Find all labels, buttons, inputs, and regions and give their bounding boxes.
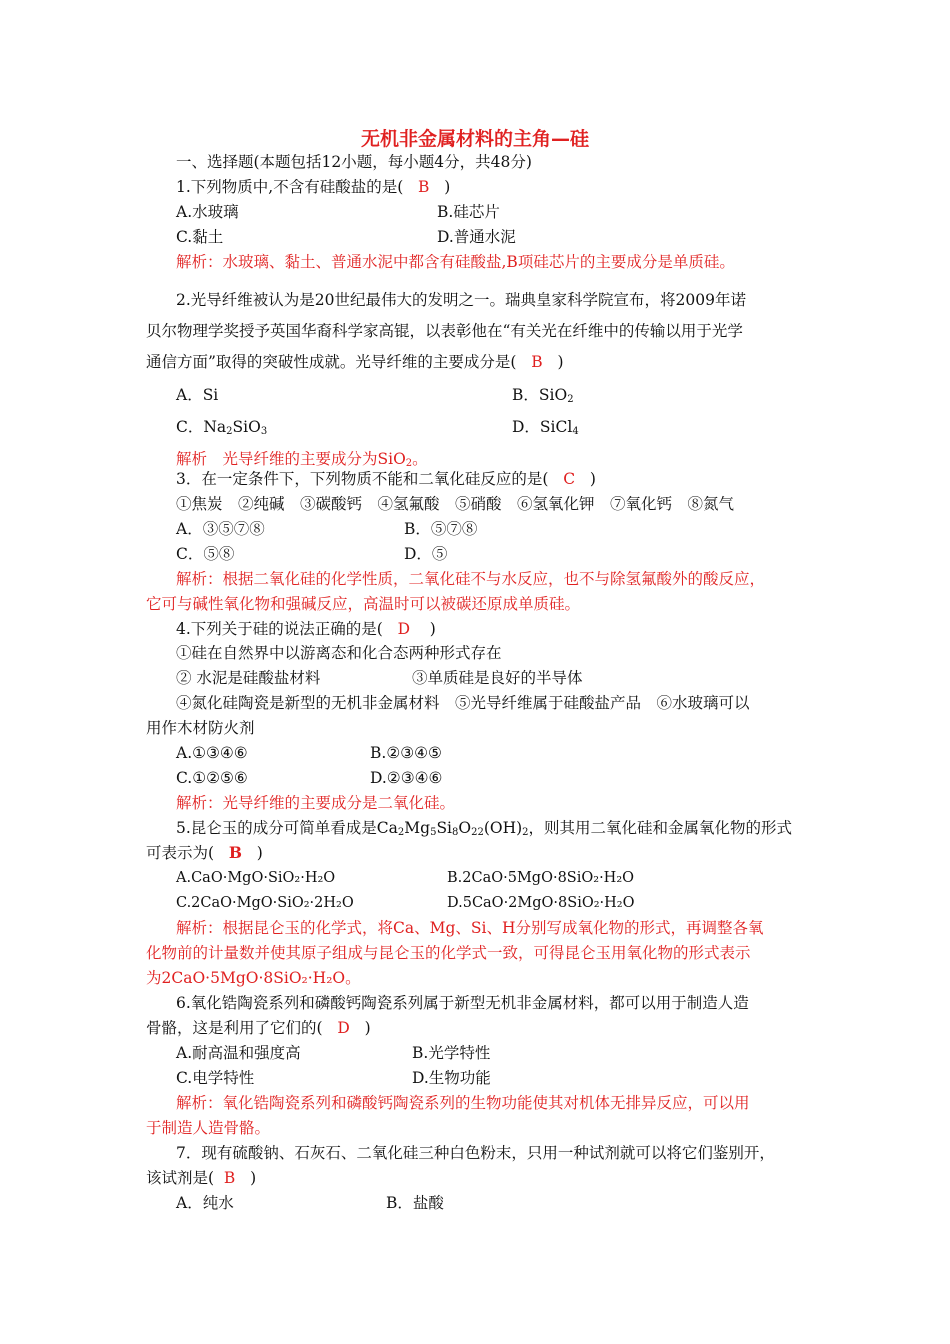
question-text: 4.下列关于硅的说法正确的是( [176, 620, 383, 638]
question-text: 1.下列物质中,不含有硅酸盐的是( [176, 178, 404, 196]
q5-analysis-line-2: 化物前的计量数并使其原子组成与昆仑玉的化学式一致，可得昆仑玉用氧化物的形式表示 [146, 944, 751, 962]
option-text: B．SiO [512, 386, 568, 404]
q6-option-d: D.生物功能 [412, 1069, 491, 1087]
q3-option-b: B．⑤⑦⑧ [404, 520, 478, 538]
option-text: C．Na [176, 418, 227, 436]
answer-mark: B [228, 843, 242, 862]
q4-analysis: 解析：光导纤维的主要成分是二氧化硅。 [176, 794, 456, 812]
q6-analysis-line-1: 解析：氧化锆陶瓷系列和磷酸钙陶瓷系列的生物功能使其对机体无排异反应，可以用 [176, 1094, 750, 1112]
q6-analysis-line-2: 于制造人造骨骼。 [146, 1119, 271, 1137]
q4-option-c: C.①②⑤⑥ [176, 769, 248, 787]
q1-option-b: B.硅芯片 [437, 203, 500, 221]
subscript: 2 [226, 426, 233, 437]
answer-mark: B [418, 178, 430, 196]
q2-stem-line-2: 贝尔物理学奖授予英国华裔科学家高锟，以表彰他在“有关光在纤维中的传输以用于光学 [146, 322, 743, 340]
q2-option-b [512, 385, 574, 410]
answer-mark: D [397, 620, 411, 638]
analysis-text: 解析 光导纤维的主要成分为SiO [176, 450, 406, 468]
question-text-end: ) [589, 470, 596, 488]
subscript: 2 [405, 458, 413, 469]
subscript: 4 [572, 426, 579, 437]
q5-stem-line-1 [176, 818, 792, 843]
q4-statement-5: 用作木材防火剂 [146, 719, 255, 737]
q1-option-d: D.普通水泥 [437, 228, 516, 246]
q3-items: ①焦炭 ②纯碱 ③碳酸钙 ④氢氟酸 ⑤硝酸 ⑥氢氧化钾 ⑦氧化钙 ⑧氮气 [176, 495, 735, 513]
q2-stem-line-1: 2.光导纤维被认为是20世纪最伟大的发明之一。瑞典皇家科学院宣布，将2009年诺 [176, 291, 746, 309]
question-text: 骨骼，这是利用了它们的( [146, 1019, 323, 1037]
q4-statement-4: ④氮化硅陶瓷是新型的无机非金属材料 ⑤光导纤维属于硅酸盐产品 ⑥水玻璃可以 [176, 694, 750, 712]
q7-stem-line-2 [146, 1168, 256, 1188]
analysis-text-end: 。 [412, 450, 428, 468]
q2-option-a: A．Si [176, 386, 219, 404]
option-text: D．SiCl [512, 418, 573, 436]
q5-option-c: C.2CaO·MgO·SiO₂·2H₂O [176, 895, 354, 911]
question-text-end: ) [256, 844, 263, 862]
question-text-end: ) [444, 178, 451, 196]
subscript: 3 [260, 426, 268, 437]
q6-option-c: C.电学特性 [176, 1069, 255, 1087]
question-text-end: ) [429, 620, 436, 638]
q5-stem-line-2 [146, 843, 263, 863]
q7-option-a: A．纯水 [176, 1194, 234, 1212]
formula-text: Si [436, 819, 453, 837]
q4-option-d: D.②③④⑥ [370, 769, 443, 787]
formula-text: (OH) [483, 819, 523, 837]
q7-option-b: B．盐酸 [386, 1194, 444, 1212]
question-text: 通信方面”取得的突破性成就。光导纤维的主要成分是( [146, 353, 517, 371]
q3-analysis-line-1: 解析：根据二氧化硅的化学性质，二氧化硅不与水反应，也不与除氢氟酸外的酸反应， [176, 570, 766, 588]
q3-option-a: A．③⑤⑦⑧ [176, 520, 265, 538]
formula-text: O [458, 819, 472, 837]
q7-stem-line-1: 7．现有硫酸钠、石灰石、二氧化硅三种白色粉末，只用一种试剂就可以将它们鉴别开， [176, 1144, 775, 1162]
q4-option-a: A.①③④⑥ [176, 744, 248, 762]
question-text: 可表示为( [146, 844, 215, 862]
q4-option-b: B.②③④⑤ [370, 744, 442, 762]
question-text-end: ) [250, 1169, 257, 1187]
subscript: 2 [522, 827, 529, 838]
question-text-end: ) [557, 353, 564, 371]
q2-stem-line-3 [146, 352, 564, 372]
q2-option-c [176, 417, 267, 442]
page-title: 无机非金属材料的主角—硅 [360, 128, 589, 150]
answer-mark: D [337, 1019, 350, 1037]
q4-statement-3: ③单质硅是良好的半导体 [412, 669, 583, 687]
q5-option-b: B.2CaO·5MgO·8SiO₂·H₂O [447, 870, 635, 886]
q4-stem [176, 619, 436, 639]
q5-analysis-line-1: 解析：根据昆仑玉的化学式，将Ca、Mg、Si、H分别写成氧化物的形式，再调整各氧 [176, 919, 764, 937]
q3-analysis-line-2: 它可与碱性氧化物和强碱反应，高温时可以被碳还原成单质硅。 [146, 595, 581, 613]
subscript: 2 [567, 394, 574, 405]
q5-analysis-line-3: 为2CaO·5MgO·8SiO₂·H₂O。 [146, 969, 361, 987]
q6-stem-line-2 [146, 1018, 371, 1038]
option-text: SiO [232, 418, 261, 436]
q6-option-b: B.光学特性 [412, 1044, 491, 1062]
question-text: 3．在一定条件下，下列物质不能和二氧化硅反应的是( [176, 470, 549, 488]
section-heading: 一、选择题(本题包括12小题，每小题4分，共48分) [176, 153, 532, 171]
q1-analysis: 解析：水玻璃、黏土、普通水泥中都含有硅酸盐,B项硅芯片的主要成分是单质硅。 [176, 253, 735, 271]
subscript: 5 [430, 827, 437, 838]
q3-option-c: C．⑤⑧ [176, 545, 235, 563]
formula-text: Mg [404, 819, 431, 837]
answer-mark: C [563, 470, 576, 488]
subscript: 8 [452, 827, 459, 838]
question-text-end: ，则其用二氧化硅和金属氧化物的形式 [528, 819, 793, 837]
q4-statement-1: ①硅在自然界中以游离态和化合态两种形式存在 [176, 644, 502, 662]
question-text-end: ) [364, 1019, 371, 1037]
q5-option-a: A.CaO·MgO·SiO₂·H₂O [176, 870, 336, 886]
q5-option-d: D.5CaO·2MgO·8SiO₂·H₂O [447, 895, 635, 911]
subscript: 22 [471, 827, 484, 838]
q2-option-d [512, 417, 579, 442]
question-1-stem [176, 177, 450, 197]
q1-option-c: C.黏土 [176, 228, 224, 246]
question-text: 该试剂是( [146, 1169, 215, 1187]
answer-mark: B [223, 1169, 236, 1187]
q6-stem-line-1: 6.氧化锆陶瓷系列和磷酸钙陶瓷系列属于新型无机非金属材料，都可以用于制造人造 [176, 994, 749, 1012]
q3-option-d: D．⑤ [404, 545, 448, 563]
answer-mark: B [531, 353, 543, 371]
q3-stem [176, 469, 596, 489]
subscript: 2 [397, 827, 405, 838]
q6-option-a: A.耐高温和强度高 [176, 1044, 301, 1062]
question-text: 5.昆仑玉的成分可简单看成是Ca [176, 819, 398, 837]
q4-statement-2: ② 水泥是硅酸盐材料 [176, 669, 321, 687]
q1-option-a: A.水玻璃 [176, 203, 239, 221]
